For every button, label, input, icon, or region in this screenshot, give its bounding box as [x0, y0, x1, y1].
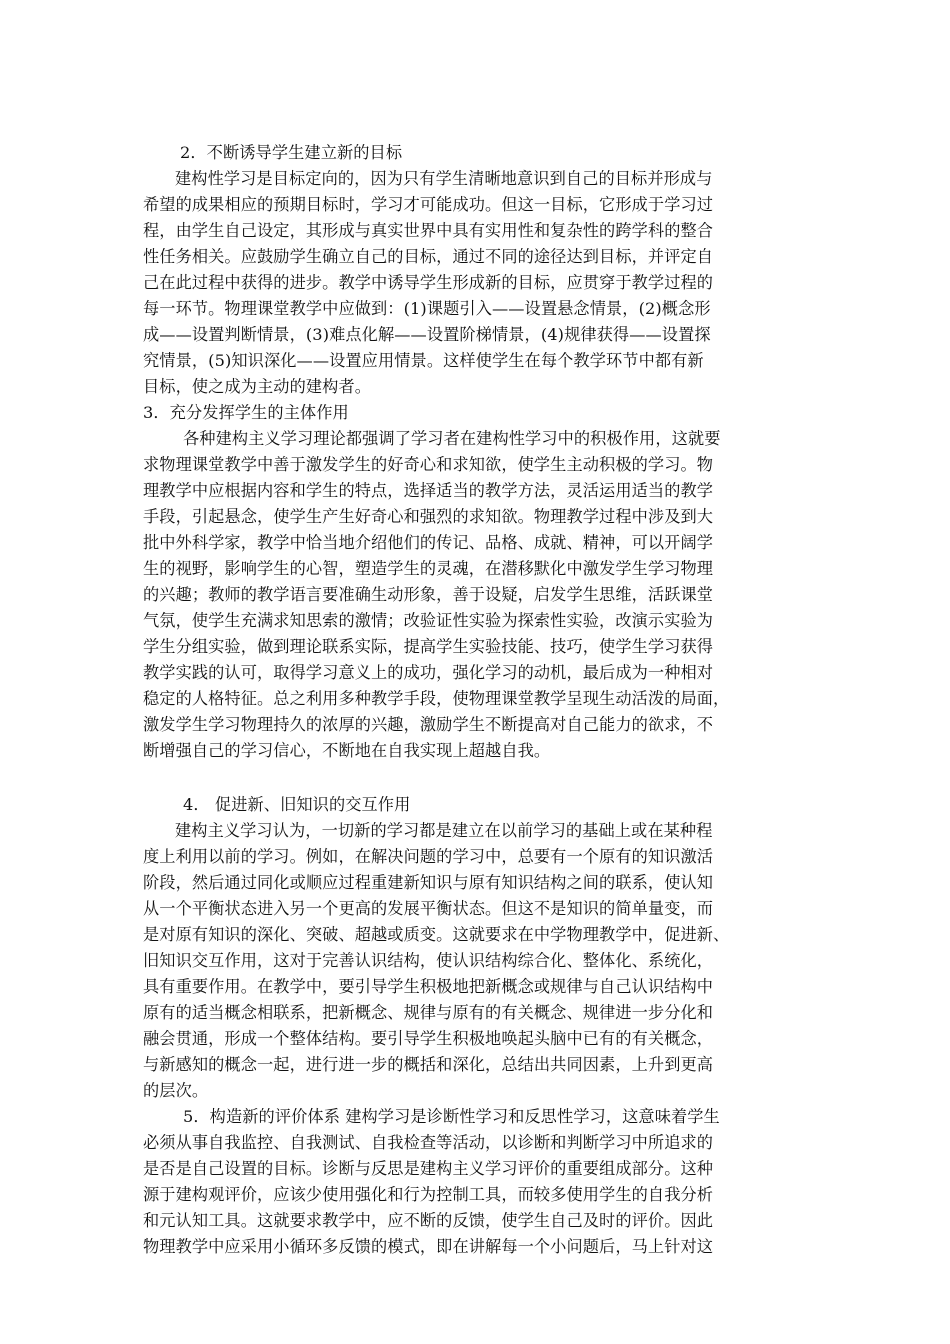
paragraph-line: 建构主义学习认为，一切新的学习都是建立在以前学习的基础上或在某种程 — [175, 821, 713, 840]
paragraph-line: 的兴趣；教师的教学语言要准确生动形象，善于设疑，启发学生思维，活跃课堂 — [143, 585, 714, 604]
paragraph-line: 希望的成果相应的预期目标时，学习才可能成功。但这一目标，它形成于学习过 — [143, 195, 714, 214]
paragraph-line: 程，由学生自己设定，其形成与真实世界中具有实用性和复杂性的跨学科的整合 — [143, 221, 714, 240]
paragraph-line: 度上利用以前的学习。例如，在解决问题的学习中，总要有一个原有的知识激活 — [143, 847, 714, 866]
paragraph-line: 学生分组实验，做到理论联系实际，提高学生实验技能、技巧，使学生学习获得 — [143, 637, 714, 656]
paragraph-line: 物理教学中应采用小循环多反馈的模式，即在讲解每一个小问题后，马上针对这 — [143, 1237, 714, 1256]
paragraph-line: 气氛，使学生充满求知思索的激情；改验证性实验为探索性实验，改演示实验为 — [143, 611, 714, 630]
paragraph-line: 建构性学习是目标定向的，因为只有学生清晰地意识到自己的目标并形成与 — [175, 169, 713, 188]
paragraph-line: 教学实践的认可，取得学习意义上的成功，强化学习的动机，最后成为一种相对 — [143, 663, 714, 682]
paragraph-line: 与新感知的概念一起，进行进一步的概括和深化，总结出共同因素，上升到更高 — [143, 1055, 714, 1074]
paragraph-line: 批中外科学家，教学中恰当地介绍他们的传记、品格、成就、精神，可以开阔学 — [143, 533, 714, 552]
paragraph-line: 目标，使之成为主动的建构者。 — [143, 377, 372, 396]
paragraph-line: 原有的适当概念相联系，把新概念、规律与原有的有关概念、规律进一步分化和 — [143, 1003, 714, 1022]
heading-section-3: 3．充分发挥学生的主体作用 — [143, 403, 349, 422]
paragraph-line: 阶段，然后通过同化或顺应过程重建新知识与原有知识结构之间的联系，使认知 — [143, 873, 714, 892]
paragraph-line: 生的视野，影响学生的心智，塑造学生的灵魂，在潜移默化中激发学生学习物理 — [143, 559, 714, 578]
paragraph-line: 稳定的人格特征。总之利用多种教学手段，使物理课堂教学呈现生动活泼的局面， — [143, 689, 730, 708]
heading-section-5: 5．构造新的评价体系 建构学习是诊断性学习和反思性学习，这意味着学生 — [183, 1107, 720, 1126]
paragraph-line: 的层次。 — [143, 1081, 209, 1100]
paragraph-line: 己在此过程中获得的进步。教学中诱导学生形成新的目标，应贯穿于教学过程的 — [143, 273, 714, 292]
paragraph-line: 手段，引起悬念，使学生产生好奇心和强烈的求知欲。物理教学过程中涉及到大 — [143, 507, 714, 526]
paragraph-line: 旧知识交互作用，这对于完善认识结构，使认识结构综合化、整体化、系统化， — [143, 951, 714, 970]
paragraph-line: 成——设置判断情景，(3)难点化解——设置阶梯情景，(4)规律获得——设置探 — [143, 325, 711, 344]
paragraph-line: 从一个平衡状态进入另一个更高的发展平衡状态。但这不是知识的简单量变，而 — [143, 899, 714, 918]
paragraph-line: 是对原有知识的深化、突破、超越或质变。这就要求在中学物理教学中，促进新、 — [143, 925, 730, 944]
paragraph-line: 融会贯通，形成一个整体结构。要引导学生积极地唤起头脑中已有的有关概念， — [143, 1029, 714, 1048]
paragraph-line: 断增强自己的学习信心，不断地在自我实现上超越自我。 — [143, 741, 551, 760]
paragraph-line: 各种建构主义学习理论都强调了学习者在建构性学习中的积极作用，这就要 — [183, 429, 721, 448]
paragraph-line: 求物理课堂教学中善于激发学生的好奇心和求知欲，使学生主动积极的学习。物 — [143, 455, 714, 474]
paragraph-line: 理教学中应根据内容和学生的特点，选择适当的教学方法，灵活运用适当的教学 — [143, 481, 714, 500]
heading-section-2: 2．不断诱导学生建立新的目标 — [180, 143, 403, 162]
heading-section-4: 4． 促进新、旧知识的交互作用 — [183, 795, 411, 814]
paragraph-line: 性任务相关。应鼓励学生确立自己的目标，通过不同的途径达到目标，并评定自 — [143, 247, 714, 266]
paragraph-line: 激发学生学习物理持久的浓厚的兴趣，激励学生不断提高对自己能力的欲求，不 — [143, 715, 714, 734]
paragraph-line: 必须从事自我监控、自我测试、自我检查等活动，以诊断和判断学习中所追求的 — [143, 1133, 714, 1152]
paragraph-line: 究情景，(5)知识深化——设置应用情景。这样使学生在每个教学环节中都有新 — [143, 351, 704, 370]
paragraph-line: 每一环节。物理课堂教学中应做到：(1)课题引入——设置悬念情景，(2)概念形 — [143, 299, 711, 318]
paragraph-line: 是否是自己设置的目标。诊断与反思是建构主义学习评价的重要组成部分。这种 — [143, 1159, 714, 1178]
paragraph-line: 源于建构观评价，应该少使用强化和行为控制工具，而较多使用学生的自我分析 — [143, 1185, 714, 1204]
paragraph-line: 具有重要作用。在教学中，要引导学生积极地把新概念或规律与自己认识结构中 — [143, 977, 714, 996]
paragraph-line: 和元认知工具。这就要求教学中，应不断的反馈，使学生自己及时的评价。因此 — [143, 1211, 714, 1230]
